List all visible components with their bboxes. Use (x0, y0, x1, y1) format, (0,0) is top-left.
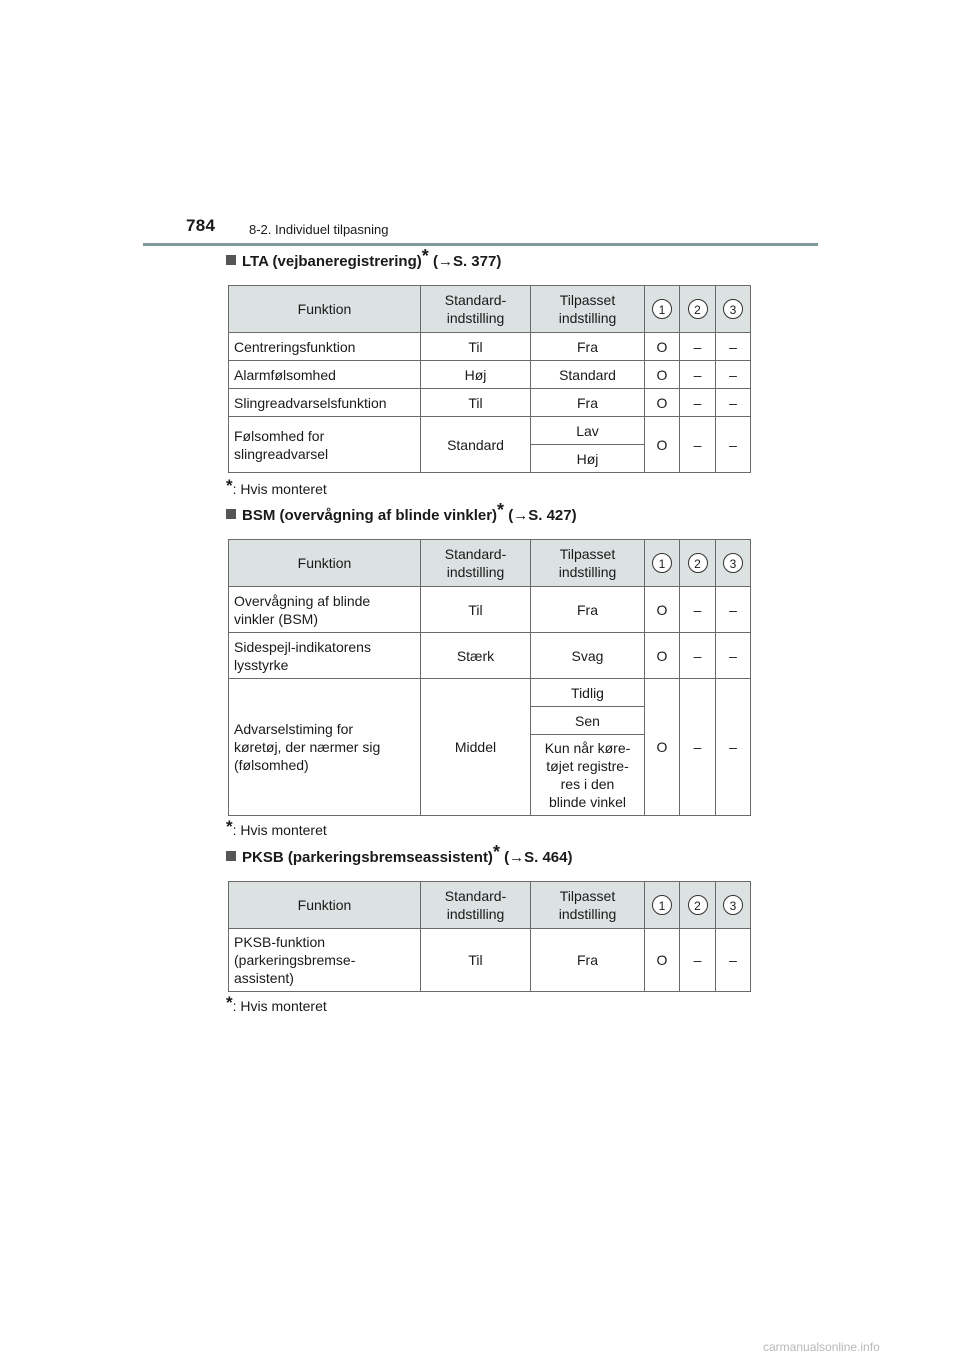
bullet-square-icon (226, 851, 236, 861)
header-tilpasset (531, 286, 645, 333)
header-col3 (716, 286, 751, 333)
cell-standard: Til (421, 929, 531, 992)
cell-standard: Til (421, 389, 531, 417)
table-row (229, 587, 751, 633)
cell-funktion: Centreringsfunktion (229, 333, 421, 361)
circled-1-icon: 1 (652, 895, 672, 915)
header-col3 (716, 540, 751, 587)
header-funktion: Funktion (229, 882, 421, 929)
cell-mark-2: – (680, 633, 716, 679)
header-standard (421, 882, 531, 929)
cell-funktion (229, 587, 421, 633)
cell-tilpasset (531, 735, 645, 816)
cell-mark-3: – (716, 333, 751, 361)
table-row (229, 417, 751, 445)
lta-title: LTA (vejbaneregistrering) (242, 253, 422, 270)
bsm-table (228, 539, 751, 816)
header-tilpasset (531, 882, 645, 929)
circled-2-icon: 2 (688, 299, 708, 319)
cell-tilpasset: Lav (531, 417, 645, 445)
cell-tilpasset: Svag (531, 633, 645, 679)
header-tilpasset-text: Tilpasset indstilling (558, 292, 617, 326)
circled-1-icon: 1 (652, 299, 672, 319)
pksb-title: PKSB (parkeringsbremseassistent) (242, 849, 493, 866)
header-standard-text: Standard- indstilling (444, 888, 507, 922)
bsm-page-ref: (→S. 427) (508, 507, 577, 524)
pksb-footnote (226, 993, 327, 1014)
cell-mark-3: – (716, 417, 751, 473)
table-row (229, 333, 751, 361)
footnote-asterisk: * (226, 817, 233, 836)
cell-mark-1: O (645, 929, 680, 992)
header-standard (421, 286, 531, 333)
table-row (229, 679, 751, 707)
cell-mark-2: – (680, 679, 716, 816)
header-standard-text: Standard- indstilling (444, 546, 507, 580)
pksb-page-ref: (→S. 464) (504, 849, 573, 866)
cell-mark-2: – (680, 417, 716, 473)
circled-2-icon: 2 (688, 895, 708, 915)
cell-standard: Til (421, 333, 531, 361)
header-tilpasset-text: Tilpasset indstilling (558, 546, 617, 580)
cell-tilpasset: Standard (531, 361, 645, 389)
cell-mark-2: – (680, 389, 716, 417)
header-tilpasset-text: Tilpasset indstilling (558, 888, 617, 922)
asterisk: * (497, 500, 505, 520)
bullet-square-icon (226, 255, 236, 265)
cell-funktion-text: Følsomhed for slingreadvarsel (234, 427, 329, 462)
header-col1 (645, 540, 680, 587)
cell-standard: Standard (421, 417, 531, 473)
table-header-row (229, 286, 751, 333)
cell-funktion: Slingreadvarselsfunktion (229, 389, 421, 417)
cell-tilpasset: Fra (531, 929, 645, 992)
header-col2 (680, 286, 716, 333)
cell-mark-1: O (645, 587, 680, 633)
footnote-asterisk: * (226, 476, 233, 495)
lta-page-ref: (→S. 377) (432, 253, 502, 270)
asterisk: * (492, 842, 500, 862)
cell-mark-3: – (716, 587, 751, 633)
table-header-row (229, 882, 751, 929)
cell-funktion: Alarmfølsomhed (229, 361, 421, 389)
bullet-square-icon (226, 509, 236, 519)
table-header-row (229, 540, 751, 587)
cell-mark-1: O (645, 389, 680, 417)
cell-funktion-text: Overvågning af blinde vinkler (BSM) (234, 592, 371, 627)
header-col1 (645, 286, 680, 333)
table-row (229, 633, 751, 679)
cell-mark-1: O (645, 417, 680, 473)
cell-tilpasset-text: Kun når køre- tøjet registre- res i den blinde vinkel (544, 740, 631, 810)
header-standard-text: Standard- indstilling (444, 292, 507, 326)
cell-tilpasset: Høj (531, 445, 645, 473)
cell-funktion (229, 929, 421, 992)
cell-mark-3: – (716, 679, 751, 816)
watermark: carmanualsonline.info (763, 1340, 880, 1354)
cell-mark-3: – (716, 633, 751, 679)
footnote-asterisk: * (226, 993, 233, 1012)
header-standard (421, 540, 531, 587)
header-funktion: Funktion (229, 286, 421, 333)
cell-tilpasset: Fra (531, 333, 645, 361)
lta-table (228, 285, 751, 473)
footnote-text: : Hvis monteret (232, 998, 327, 1014)
cell-mark-3: – (716, 361, 751, 389)
circled-3-icon: 3 (723, 553, 743, 573)
cell-funktion (229, 679, 421, 816)
header-funktion: Funktion (229, 540, 421, 587)
cell-mark-2: – (680, 587, 716, 633)
lta-heading (226, 246, 502, 270)
pksb-table (228, 881, 751, 992)
page-number: 784 (186, 216, 216, 235)
bsm-title: BSM (overvågning af blinde vinkler) (242, 507, 498, 524)
cell-standard: Stærk (421, 633, 531, 679)
cell-mark-1: O (645, 633, 680, 679)
cell-standard: Høj (421, 361, 531, 389)
footnote-text: : Hvis monteret (232, 481, 327, 497)
cell-funktion-text: Advarselstiming for køretøj, der nærmer sig (følsomhed) (234, 721, 381, 773)
bsm-footnote (226, 817, 327, 838)
cell-mark-1: O (645, 333, 680, 361)
cell-mark-2: – (680, 333, 716, 361)
table-row (229, 361, 751, 389)
cell-mark-3: – (716, 389, 751, 417)
cell-mark-2: – (680, 929, 716, 992)
bsm-heading (226, 500, 577, 524)
header-col1 (645, 882, 680, 929)
header-col3 (716, 882, 751, 929)
cell-mark-2: – (680, 361, 716, 389)
header-col2 (680, 882, 716, 929)
cell-funktion-text: Sidespejl-indikatorens lysstyrke (234, 638, 371, 673)
circled-3-icon: 3 (723, 299, 743, 319)
header-rule (143, 243, 818, 246)
footnote-text: : Hvis monteret (232, 822, 327, 838)
table-row (229, 389, 751, 417)
cell-funktion-text: PKSB-funktion (parkeringsbremse- assistent) (234, 934, 356, 986)
cell-tilpasset: Tidlig (531, 679, 645, 707)
section-header: 8-2. Individuel tilpasning (249, 222, 389, 237)
cell-standard: Middel (421, 679, 531, 816)
cell-standard: Til (421, 587, 531, 633)
header-tilpasset (531, 540, 645, 587)
cell-mark-1: O (645, 361, 680, 389)
asterisk: * (421, 246, 429, 266)
lta-footnote (226, 476, 327, 497)
cell-tilpasset: Fra (531, 587, 645, 633)
pksb-heading (226, 842, 573, 866)
circled-1-icon: 1 (652, 553, 672, 573)
cell-mark-3: – (716, 929, 751, 992)
circled-3-icon: 3 (723, 895, 743, 915)
circled-2-icon: 2 (688, 553, 708, 573)
cell-tilpasset: Sen (531, 707, 645, 735)
cell-tilpasset: Fra (531, 389, 645, 417)
cell-mark-1: O (645, 679, 680, 816)
header-col2 (680, 540, 716, 587)
table-row (229, 929, 751, 992)
cell-funktion (229, 417, 421, 473)
cell-funktion (229, 633, 421, 679)
